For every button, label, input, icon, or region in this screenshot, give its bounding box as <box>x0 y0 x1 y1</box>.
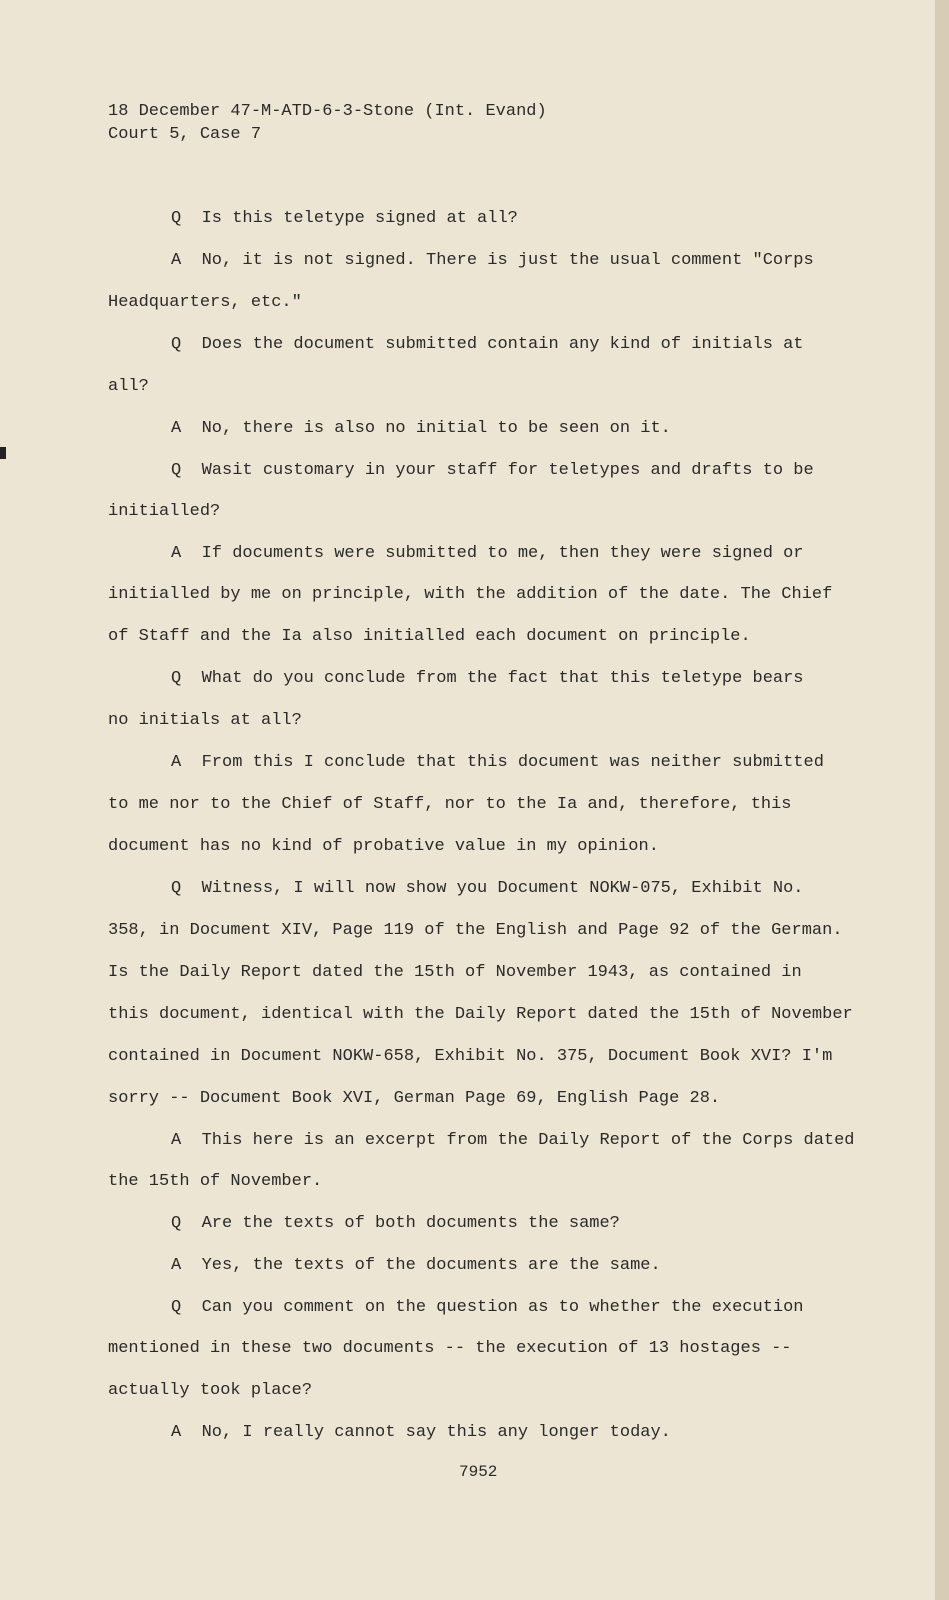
header-line-1: 18 December 47-M-ATD-6-3-Stone (Int. Evand) <box>108 102 547 121</box>
transcript-line: Q Can you comment on the question as to whether the execution <box>171 1298 804 1317</box>
transcript-line: A No, there is also no initial to be seen on it. <box>171 419 671 438</box>
transcript-line: the 15th of November. <box>108 1172 323 1191</box>
transcript-line: Q Witness, I will now show you Document NOKW-075, Exhibit No. <box>171 879 804 898</box>
binding-mark <box>0 447 6 459</box>
page-number: 7952 <box>459 1463 498 1481</box>
transcript-line: no initials at all? <box>108 711 302 730</box>
transcript-line: initialled by me on principle, with the addition of the date. The Chief <box>108 585 833 604</box>
page-edge <box>935 0 949 1600</box>
transcript-line: A No, it is not signed. There is just the usual comment "Corps <box>171 251 814 270</box>
transcript-line: Q What do you conclude from the fact that this teletype bears <box>171 669 804 688</box>
transcript-line: of Staff and the Ia also initialled each document on principle. <box>108 627 751 646</box>
transcript-line: A This here is an excerpt from the Daily Report of the Corps dated <box>171 1131 855 1150</box>
transcript-line: Is the Daily Report dated the 15th of November 1943, as contained in <box>108 963 802 982</box>
transcript-line: actually took place? <box>108 1381 313 1400</box>
transcript-line: to me nor to the Chief of Staff, nor to the Ia and, therefore, this <box>108 795 792 814</box>
transcript-line: document has no kind of probative value in my opinion. <box>108 837 659 856</box>
transcript-line: Q Are the texts of both documents the same? <box>171 1214 620 1233</box>
transcript-line: initialled? <box>108 502 221 521</box>
header-line-2: Court 5, Case 7 <box>108 125 262 144</box>
transcript-line: Q Is this teletype signed at all? <box>171 209 518 228</box>
transcript-line: contained in Document NOKW-658, Exhibit No. 375, Document Book XVI? I'm <box>108 1047 833 1066</box>
transcript-line: A Yes, the texts of the documents are the same. <box>171 1256 661 1275</box>
transcript-line: Headquarters, etc." <box>108 293 302 312</box>
transcript-line: this document, identical with the Daily Report dated the 15th of November <box>108 1005 853 1024</box>
transcript-line: all? <box>108 377 149 396</box>
transcript-line: A No, I really cannot say this any longer today. <box>171 1423 671 1442</box>
transcript-line: mentioned in these two documents -- the execution of 13 hostages -- <box>108 1339 792 1358</box>
transcript-line: Q Does the document submitted contain any kind of initials at <box>171 335 804 354</box>
transcript-line: A From this I conclude that this document was neither submitted <box>171 753 824 772</box>
transcript-line: Q Wasit customary in your staff for teletypes and drafts to be <box>171 461 814 480</box>
transcript-line: 358, in Document XIV, Page 119 of the English and Page 92 of the German. <box>108 921 843 940</box>
transcript-line: A If documents were submitted to me, then they were signed or <box>171 544 804 563</box>
transcript-line: sorry -- Document Book XVI, German Page 69, English Page 28. <box>108 1089 721 1108</box>
